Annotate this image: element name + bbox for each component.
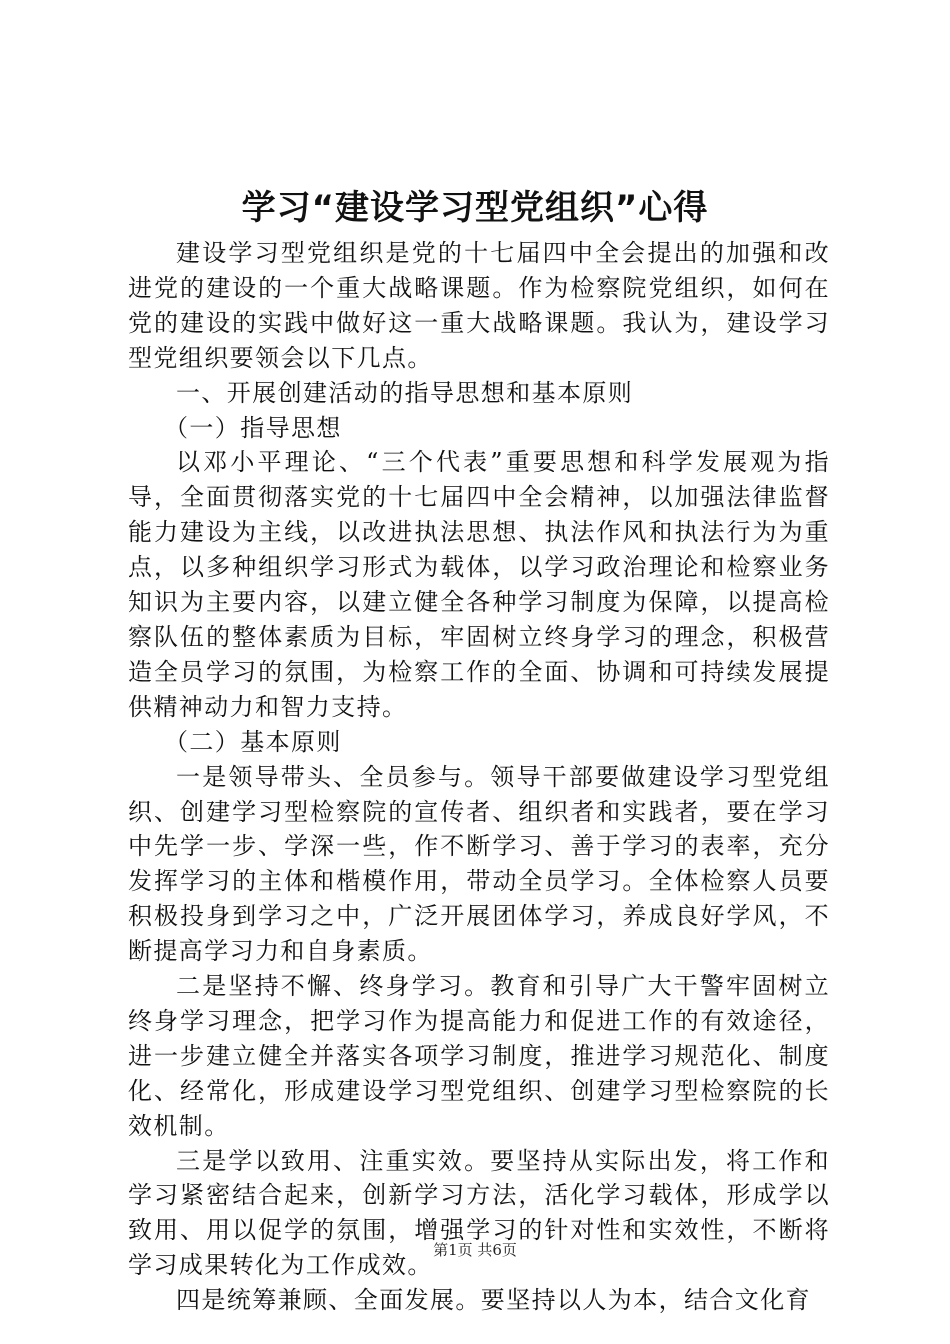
page-footer: 第1页 共6页: [433, 1241, 517, 1259]
paragraph-principle-four: 四是统筹兼顾、全面发展。要坚持以人为本，结合文化育: [176, 1286, 811, 1315]
paragraph-principle-three: 三是学以致用、注重实效。要坚持从实际出发，将工作和学习紧密结合起来，创新学习方法，活化学习载体，形成学以致用、用以促学的氛围，增强学习的针对性和实效性，不断将学习成果转化为工作成效。: [128, 1146, 830, 1280]
paragraph-intro: 建设学习型党组织是党的十七届四中全会提出的加强和改进党的建设的一个重大战略课题。作为检察院党组织，如何在党的建设的实践中做好这一重大战略课题。我认为，建设学习型党组织要领会以下几点。: [128, 239, 830, 372]
document-title: 学习“建设学习型党组织”心得: [241, 188, 709, 228]
section-heading: 一、开展创建活动的指导思想和基本原则: [176, 378, 634, 407]
document-body: [128, 236, 830, 1318]
paragraph-principle-two: 二是坚持不懈、终身学习。教育和引导广大干警牢固树立终身学习理念，把学习作为提高能力和促进工作的有效途径，进一步建立健全并落实各项学习制度，推进学习规范化、制度化、经常化，形成建设学习型党组织、创建学习型检察院的长效机制。: [128, 972, 830, 1140]
subsection-heading-basic-principles: （二）基本原则: [164, 727, 342, 756]
paragraph-guiding-thought: 以邓小平理论、“三个代表”重要思想和科学发展观为指导，全面贯彻落实党的十七届四中全会精神，以加强法律监督能力建设为主线，以改进执法思想、执法作风和执法行为为重点，以多种组织学习形式为载体，以学习政治理论和检察业务知识为主要内容，以建立健全各种学习制度为保障，以提高检察队伍的整体素质为目标，牢固树立终身学习的理念，积极营造全员学习的氛围，为检察工作的全面、协调和可持续发展提供精神动力和智力支持。: [128, 448, 830, 721]
subsection-heading-guiding-thought: （一）指导思想: [164, 413, 342, 442]
paragraph-principle-one: 一是领导带头、全员参与。领导干部要做建设学习型党组织、创建学习型检察院的宣传者、组织者和实践者，要在学习中先学一步、学深一些，作不断学习、善于学习的表率，充分发挥学习的主体和楷模作用，带动全员学习。全体检察人员要积极投身到学习之中，广泛开展团体学习，养成良好学风，不断提高学习力和自身素质。: [128, 762, 830, 966]
